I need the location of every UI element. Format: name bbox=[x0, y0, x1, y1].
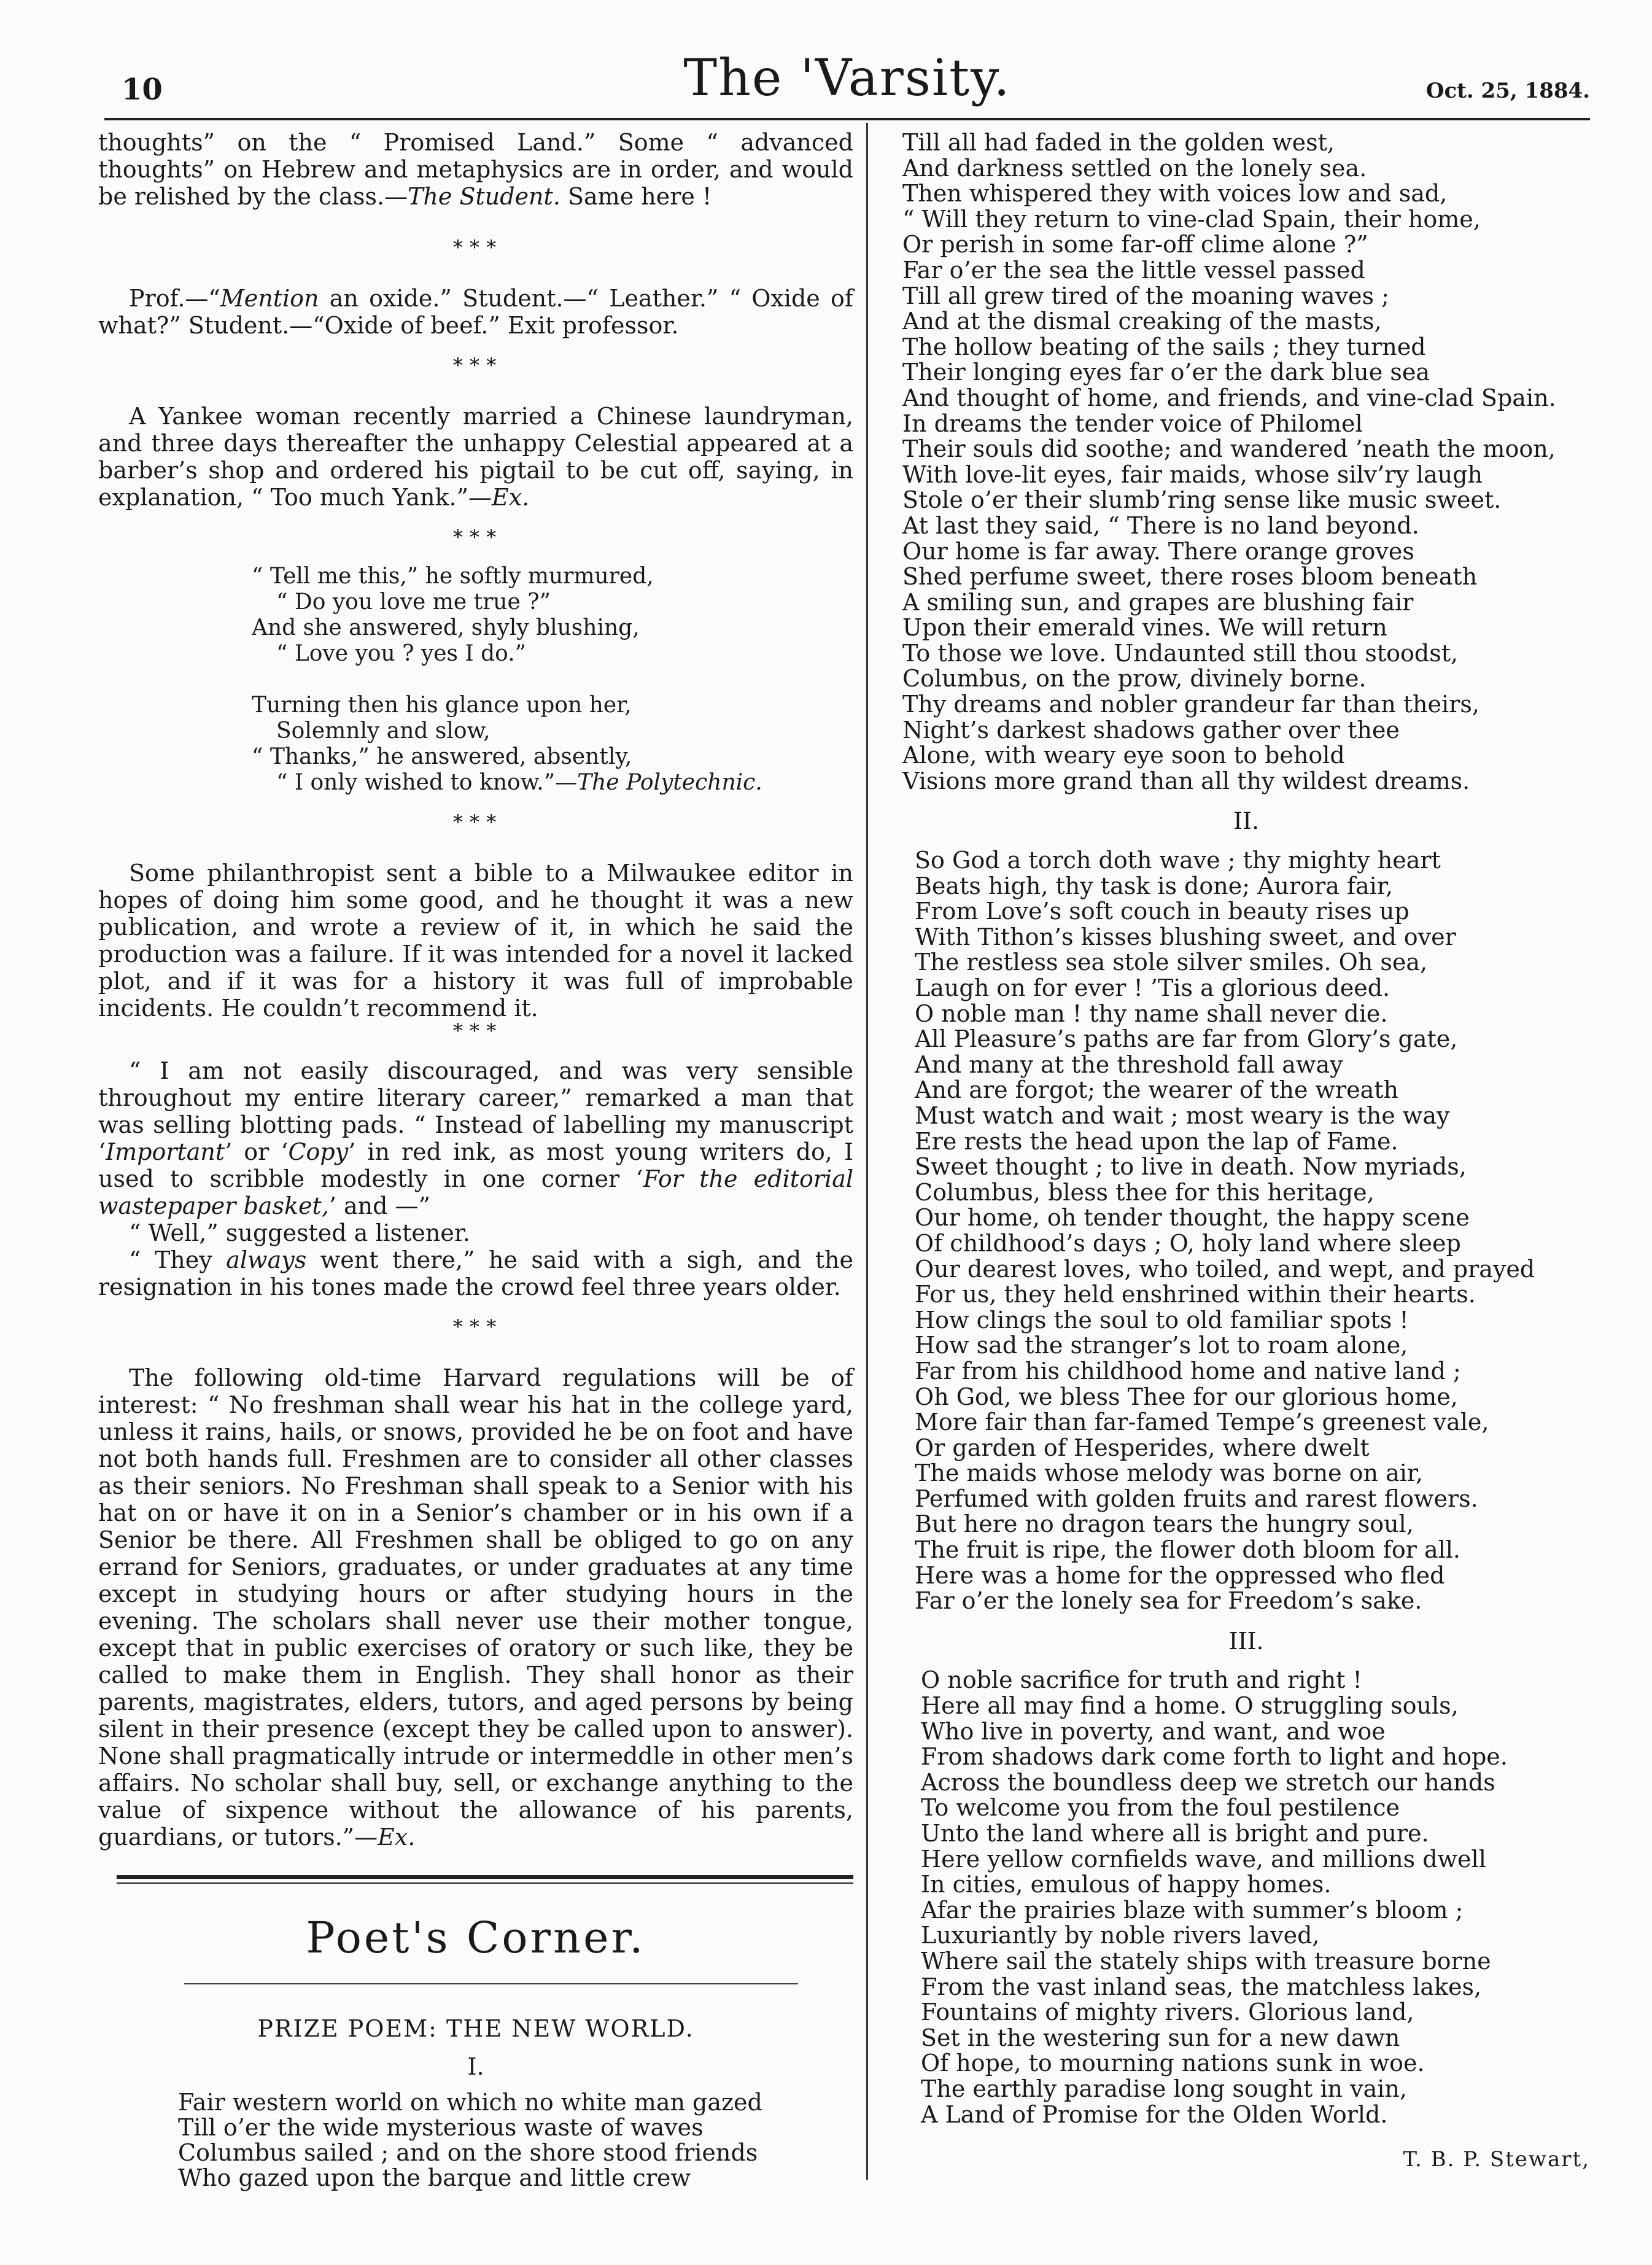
poem-line: In dreams the tender voice of Philomel bbox=[902, 410, 1363, 437]
poem-line: Set in the westering sun for a new dawn bbox=[921, 2024, 1400, 2051]
item-oxide-joke: Prof.—“Mention an oxide.” Student.—“ Leather.” “ Oxide of what?” Student.—“Oxide of beef.” Exit professor. bbox=[98, 285, 853, 339]
poem-line: With love-lit eyes, fair maids, whose silv’ry laugh bbox=[902, 460, 1483, 488]
poem-line: And thought of home, and friends, and vine-clad Spain. bbox=[902, 384, 1556, 411]
asterism-divider: * * * bbox=[452, 526, 499, 549]
issue-date: Oct. 25, 1884. bbox=[1425, 79, 1590, 103]
poem-line: O noble man ! thy name shall never die. bbox=[915, 1000, 1388, 1027]
poem-line: And at the dismal creaking of the masts, bbox=[902, 308, 1382, 335]
item-listener: “ Well,” suggested a listener. bbox=[129, 1219, 470, 1246]
poem-line: In cities, emulous of happy homes. bbox=[921, 1871, 1332, 1898]
section-rule-light bbox=[184, 1983, 798, 1984]
poem-line: Oh God, we bless Thee for our glorious home, bbox=[915, 1383, 1458, 1410]
poem-line: How clings the soul to old familiar spots ! bbox=[915, 1306, 1409, 1334]
poem-stanza-3 bbox=[902, 1668, 1590, 2127]
item-they-went-there: “ They always went there,” he said with a sigh, and the resignation in his tones made the crowd feel three years older. bbox=[98, 1246, 853, 1300]
poem-line: Our home, oh tender thought, the happy scene bbox=[915, 1204, 1470, 1232]
poem-stanza-1-continued bbox=[902, 130, 1590, 794]
poem-line: Night’s darkest shadows gather over thee bbox=[902, 716, 1400, 744]
poem-line: Fountains of mighty rivers. Glorious land, bbox=[921, 1999, 1414, 2026]
poem-line: Ere rests the head upon the lap of Fame. bbox=[915, 1127, 1398, 1155]
poem-title: PRIZE POEM: THE NEW WORLD. bbox=[257, 2015, 694, 2042]
poem-line: How sad the stranger’s lot to roam alone, bbox=[915, 1332, 1408, 1359]
item-yankee-woman: A Yankee woman recently married a Chinese laundryman, and three days thereafter the unhappy Celestial appeared at a barber’s shop and ordered his pigtail to be cut off, saying, in explanation, “ Too much Yank.”—Ex. bbox=[98, 403, 853, 511]
poem-line: Sweet thought ; to live in death. Now myriads, bbox=[915, 1153, 1467, 1181]
poem-line: And darkness settled on the lonely sea. bbox=[902, 154, 1367, 182]
journal-title: The 'Varsity. bbox=[683, 49, 1011, 107]
item-milwaukee-editor: Some philanthropist sent a bible to a Milwaukee editor in hopes of doing him some good, and he thought it was a new publication, and wrote a review of it, in which he said the production was a failure. If it was intended for a novel it lacked plot, and if it was for a history it was full of improbable incidents. He couldn’t recommend it. bbox=[98, 860, 853, 1022]
poem-line: To those we love. Undaunted still thou stoodst, bbox=[902, 639, 1459, 667]
poem-line: Far o’er the sea the little vessel passed bbox=[902, 256, 1365, 284]
poem-line: To welcome you from the foul pestilence bbox=[921, 1794, 1400, 1822]
poem-line: Luxuriantly by noble rivers laved, bbox=[921, 1922, 1320, 1949]
poem-line: The hollow beating of the sails ; they turned bbox=[902, 333, 1426, 360]
header-rule bbox=[104, 118, 1590, 120]
poem-line: Alone, with weary eye soon to behold bbox=[902, 742, 1345, 769]
poem-section-number: II. bbox=[1233, 807, 1260, 835]
poem-line: Visions more grand than all thy wildest dreams. bbox=[902, 767, 1470, 794]
poem-line: Stole o’er their slumb’ring sense like music sweet. bbox=[902, 486, 1502, 514]
poem-stanza-1-start: Fair western world on which no white man gazed Till o’er the wide mysterious waste of waves Columbus sailed ; and on the shore stood friends Who gazed upon the barque and little crew bbox=[178, 2089, 762, 2191]
poem-line: Unto the land where all is bright and pure. bbox=[921, 1820, 1429, 1847]
item-blotting-pads: “ I am not easily discouraged, and was very sensible throughout my entire literary career,” remarked a man that was selling blotting pads. “ Instead of labelling my manuscript ‘Important’ or ‘Copy’ in red ink, as most young writers do, I used to scribble modestly in one corner ‘For the editorial wastepaper basket,’ and —” bbox=[98, 1057, 854, 1219]
poem-line: A smiling sun, and grapes are blushing fair bbox=[902, 588, 1414, 616]
poem-line: More fair than far-famed Tempe’s greenest vale, bbox=[915, 1408, 1489, 1436]
section-rule-thin bbox=[117, 1882, 853, 1884]
poem-line: Their longing eyes far o’er the dark blue sea bbox=[902, 359, 1430, 386]
poem-line: Here yellow cornfields wave, and millions dwell bbox=[921, 1845, 1486, 1873]
poem-line: Their souls did soothe; and wandered ’neath the moon, bbox=[902, 435, 1556, 463]
poem-line: Beats high, thy task is done; Aurora fair, bbox=[915, 872, 1393, 899]
poem-line: Here was a home for the oppressed who fled bbox=[915, 1561, 1445, 1589]
poem-line: The earthly paradise long sought in vain, bbox=[921, 2075, 1407, 2102]
asterism-divider: * * * bbox=[452, 1315, 499, 1338]
poem-line: Or perish in some far-off clime alone ?” bbox=[902, 231, 1368, 258]
poem-line: Upon their emerald vines. We will return bbox=[902, 614, 1387, 642]
poem-line: Far from his childhood home and native land ; bbox=[915, 1357, 1461, 1385]
poem-line: Shed perfume sweet, there roses bloom beneath bbox=[902, 563, 1478, 591]
poem-line: The maids whose melody was borne on air, bbox=[915, 1459, 1423, 1487]
poem-line: Columbus, on the prow, divinely borne. bbox=[902, 665, 1367, 693]
poem-author: T. B. P. Stewart, bbox=[1403, 2147, 1590, 2172]
poem-line: Here all may find a home. O struggling souls, bbox=[921, 1692, 1459, 1720]
poem-line: Till all had faded in the golden west, bbox=[902, 129, 1335, 156]
poem-line: Who live in poverty, and want, and woe bbox=[921, 1717, 1386, 1745]
asterism-divider: * * * bbox=[452, 1019, 499, 1043]
column-divider bbox=[866, 123, 868, 2180]
poem-line: Our home is far away. There orange groves bbox=[902, 537, 1414, 565]
poem-line: A Land of Promise for the Olden World. bbox=[921, 2100, 1388, 2128]
poem-line: From the vast inland seas, the matchless lakes, bbox=[921, 1973, 1482, 2000]
poem-line: From shadows dark come forth to light and hope. bbox=[921, 1743, 1508, 1771]
poem-line: Far o’er the lonely sea for Freedom’s sake. bbox=[915, 1587, 1422, 1615]
poem-line: So God a torch doth wave ; thy mighty heart bbox=[915, 847, 1441, 874]
poem-line: Our dearest loves, who toiled, and wept, and prayed bbox=[915, 1255, 1535, 1283]
poem-line: Or garden of Hesperides, where dwelt bbox=[915, 1434, 1370, 1461]
poem-line: Where sail the stately ships with treasure borne bbox=[921, 1947, 1491, 1975]
poem-line: At last they said, “ There is no land beyond. bbox=[902, 511, 1419, 539]
poem-line: Then whispered they with voices low and sad, bbox=[902, 180, 1448, 208]
left-column bbox=[98, 129, 853, 2191]
poem-line: O noble sacrifice for truth and right ! bbox=[921, 1666, 1362, 1694]
page-header bbox=[104, 49, 1590, 117]
asterism-divider: * * * bbox=[452, 354, 499, 377]
poem-line: And are forgot; the wearer of the wreath bbox=[915, 1076, 1398, 1104]
poem-line: And many at the threshold fall away bbox=[915, 1051, 1343, 1078]
poem-line: Thy dreams and nobler grandeur far than theirs, bbox=[902, 691, 1479, 718]
poem-line: All Pleasure’s paths are far from Glory’s gate, bbox=[915, 1025, 1458, 1053]
poem-line: Must watch and wait ; most weary is the way bbox=[915, 1101, 1450, 1129]
poets-corner-heading: Poet's Corner. bbox=[306, 1913, 646, 1963]
poem-line: The fruit is ripe, the flower doth bloom for all. bbox=[915, 1536, 1461, 1564]
item-promised-land: thoughts” on the “ Promised Land.” Some “ advanced thoughts” on Hebrew and metaphysics are in order, and would be relished by the class.—The Student. Same here ! bbox=[98, 129, 853, 210]
poem-line: But here no dragon tears the hungry soul, bbox=[915, 1510, 1414, 1538]
poem-line: Of hope, to mourning nations sunk in woe. bbox=[921, 2049, 1425, 2077]
poem-line: Perfumed with golden fruits and rarest flowers. bbox=[915, 1485, 1478, 1512]
poem-line: With Tithon’s kisses blushing sweet, and over bbox=[915, 923, 1456, 950]
poem-stanza-2 bbox=[902, 848, 1590, 1614]
poem-line: Laugh on for ever ! ’Tis a glorious deed. bbox=[915, 974, 1390, 1001]
page-number: 10 bbox=[122, 72, 163, 107]
poem-line: Of childhood’s days ; O, holy land where sleep bbox=[915, 1229, 1461, 1257]
verse-tell-me-this: “ Tell me this,” he softly murmured, “ Do you love me true ?” And she answered, shyly blushing, “ Love you ? yes I do.” Turning then his glance upon her, Solemnly and slow, “ Thanks,” he answered, absently, “ I only wished to know.”—The Polytechnic. bbox=[252, 564, 762, 795]
right-column bbox=[902, 130, 1590, 2173]
poem-line: Afar the prairies blaze with summer’s bloom ; bbox=[921, 1896, 1464, 1924]
poem-line: Till all grew tired of the moaning waves ; bbox=[902, 282, 1389, 309]
item-harvard-regulations: The following old-time Harvard regulations will be of interest: “ No freshman shall wear his hat in the college yard, unless it rains, hails, or snows, provided he be on foot and have not both hands full. Freshmen are to consider all other classes as their seniors. No Freshman shall speak to a Senior with his hat on or have it on in a Senior’s chamber or in his own if a Senior be there. All Freshmen shall be obliged to go on any errand for Seniors, graduates, or under graduates at any time except in studying hours or after studying hours in the evening. The scholars shall never use their mother tongue, except that in public exercises of oratory or such like, they be called to make them in English. They shall honor as their parents, magistrates, elders, tutors, and aged persons by being silent in their presence (except they be called upon to answer). None shall pragmatically intrude or intermeddle in other men’s affairs. No scholar shall buy, sell, or exchange anything to the value of sixpence without the allowance of his parents, guardians, or tutors.”—Ex. bbox=[98, 1364, 853, 1851]
poem-line: The restless sea stole silver smiles. Oh sea, bbox=[915, 949, 1428, 976]
poem-line: From Love’s soft couch in beauty rises up bbox=[915, 898, 1410, 925]
asterism-divider: * * * bbox=[452, 236, 499, 259]
poem-line: “ Will they return to vine-clad Spain, their home, bbox=[902, 205, 1481, 233]
poem-section-number: I. bbox=[467, 2053, 484, 2080]
poem-line: For us, they held enshrined within their hearts. bbox=[915, 1281, 1476, 1308]
section-rule-thick bbox=[117, 1875, 853, 1879]
poem-section-number: III. bbox=[1228, 1627, 1264, 1655]
poem-line: Columbus, bless thee for this heritage, bbox=[915, 1178, 1375, 1206]
poem-line: Across the boundless deep we stretch our hands bbox=[921, 1768, 1495, 1796]
asterism-divider: * * * bbox=[452, 810, 499, 834]
